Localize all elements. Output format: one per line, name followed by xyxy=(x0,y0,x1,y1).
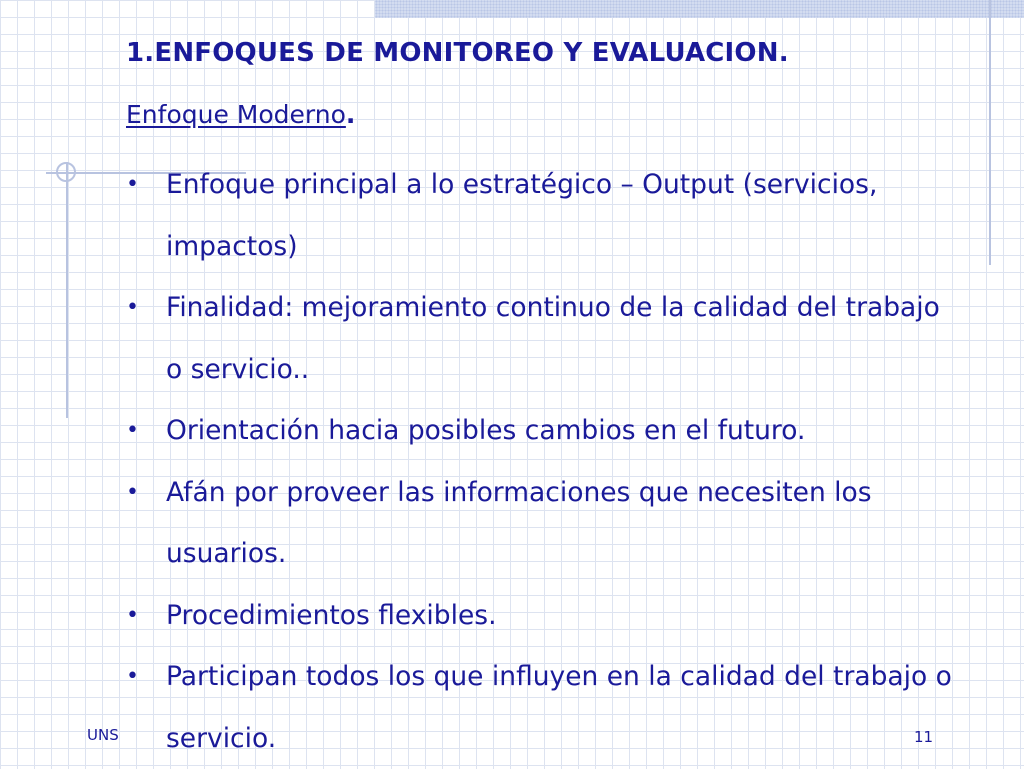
decorative-right-rule xyxy=(989,0,991,265)
footer-organization: UNS xyxy=(87,726,119,744)
bullet-icon: • xyxy=(126,295,139,320)
bullet-icon: • xyxy=(126,664,139,689)
bullet-text: Orientación hacia posibles cambios en el futuro. xyxy=(166,415,806,446)
bullet-list xyxy=(126,154,956,769)
slide-title: 1.ENFOQUES DE MONITOREO Y EVALUACION. xyxy=(126,38,789,68)
bullet-item xyxy=(126,154,956,277)
bullet-item xyxy=(126,462,956,585)
subtitle-text: Enfoque Moderno xyxy=(126,100,346,129)
bullet-icon: • xyxy=(126,418,139,443)
bullet-icon: • xyxy=(126,172,139,197)
decorative-left-rule xyxy=(66,162,68,418)
slide-subtitle xyxy=(126,100,355,129)
bullet-text: Afán por proveer las informaciones que necesiten los usuarios. xyxy=(166,476,872,569)
subtitle-period: . xyxy=(345,100,356,129)
bullet-item xyxy=(126,585,956,647)
slide-page-number: 11 xyxy=(914,728,934,746)
decorative-circle-icon xyxy=(56,162,76,182)
decorative-top-band xyxy=(375,0,1024,18)
bullet-icon: • xyxy=(126,602,139,628)
bullet-text: Procedimientos flexibles. xyxy=(166,599,497,631)
bullet-text: Enfoque principal a lo estratégico – Output (servicios, impactos) xyxy=(166,169,878,262)
bullet-item xyxy=(126,646,956,769)
bullet-icon: • xyxy=(126,479,139,505)
bullet-item xyxy=(126,277,956,400)
bullet-text: Finalidad: mejoramiento continuo de la calidad del trabajo o servicio.. xyxy=(166,292,940,385)
bullet-text: Participan todos los que influyen en la calidad del trabajo o servicio. xyxy=(166,661,952,754)
bullet-item xyxy=(126,400,956,462)
